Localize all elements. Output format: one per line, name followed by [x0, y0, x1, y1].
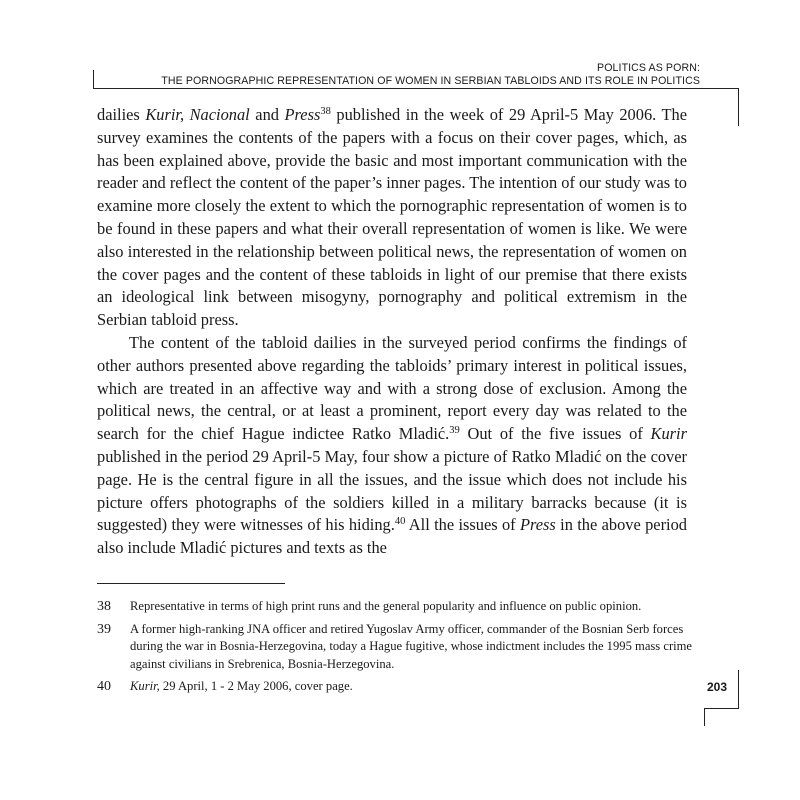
- newspaper-name: Press: [284, 105, 321, 124]
- footnote-text: [130, 678, 697, 696]
- header-line-1: POLITICS AS PORN:: [597, 62, 700, 74]
- text-run: published in the week of 29 April-5 May 2006. The survey examines the contents of the papers with a focus on their cover pages, which, as has been explained above, provide the basic and most important communication with the reader and reflect the content of the paper’s inner pages. The intention of our study was to examine more closely the extent to which the pornographic representation of women is to be found in these papers and what their overall representation of women is like. We were also interested in the relationship between political news, the representation of women on the cover pages and the content of these tabloids in light of our premise that there exists an ideological link between misogyny, pornography and political extremism in the Serbian tabloid press.: [97, 105, 687, 330]
- newspaper-name: Press: [519, 515, 556, 535]
- footnote-text: A former high-ranking JNA officer and retired Yugoslav Army officer, commander of the Bosnian Serb forces during the war in Bosnia-Herzegovina, today a Hague fugitive, whose indictment includes the 1995 mass crime against civilians in Srebrenica, Bosnia-Herzegovina.: [130, 621, 693, 671]
- footnotes: [97, 598, 697, 701]
- header-bottom-rule: [93, 88, 739, 89]
- footnote-39: [97, 621, 697, 674]
- footnote-38: [97, 598, 697, 616]
- paragraph-1: [97, 104, 687, 332]
- page-number-bottom-rule: [704, 708, 739, 709]
- footnote-ref-38: 38: [320, 106, 331, 117]
- newspaper-name: Kurir,: [130, 679, 160, 693]
- text-run: Out of the five issues of: [459, 424, 651, 444]
- text-run: All the issues of: [405, 515, 520, 535]
- footnote-number: 38: [97, 599, 111, 614]
- page-number: 203: [706, 680, 728, 694]
- footnote-text-run: 29 April, 1 - 2 May 2006, cover page.: [159, 679, 353, 693]
- footnote-number: 39: [97, 621, 111, 637]
- text-run: The content of the tabloid dailies in the surveyed period confirms the findings of other authors presented above regarding the tabloids’ primary interest in political issues, which are treated in an affective way and with a strong dose of exclusion. Among the political news, the central, or at least a prominent, report every day was related to the search for the chief Hague indictee Ratko Mladić.: [97, 332, 687, 444]
- footnote-40: [97, 678, 697, 696]
- newspaper-name: Nacional: [189, 105, 250, 124]
- page-number-right-rule: [738, 670, 739, 708]
- newspaper-name: Kurir,: [145, 105, 185, 124]
- text-run: and: [249, 105, 285, 124]
- footnote-text: Representative in terms of high print runs and the general popularity and influence on public opinion.: [130, 599, 642, 613]
- text-run: dailies: [97, 105, 146, 124]
- header-right-rule: [738, 88, 739, 126]
- running-header: [90, 62, 700, 88]
- text-run: in the above period also include Mladić pictures and texts as the: [97, 515, 687, 558]
- footnote-ref-40: 40: [394, 516, 406, 528]
- newspaper-name: Kurir: [650, 424, 687, 444]
- footnote-separator: [97, 583, 285, 584]
- page-number-left-rule: [704, 708, 705, 726]
- header-line-2: THE PORNOGRAPHIC REPRESENTATION OF WOMEN IN SERBIAN TABLOIDS AND ITS ROLE IN POLITICS: [161, 75, 700, 87]
- text-run: published in the period 29 April-5 May, four show a picture of Ratko Mladić on the cover page. He is the central figure in all the issues, and the issue which does not include his picture offers photographs of the soldiers killed in a military barracks because (it is suggested) they were witnesses of his hiding.: [97, 446, 687, 535]
- footnote-number: 40: [97, 679, 111, 694]
- paragraph-2: [97, 332, 687, 560]
- body-text: [97, 104, 687, 560]
- footnote-ref-39: 39: [449, 425, 460, 437]
